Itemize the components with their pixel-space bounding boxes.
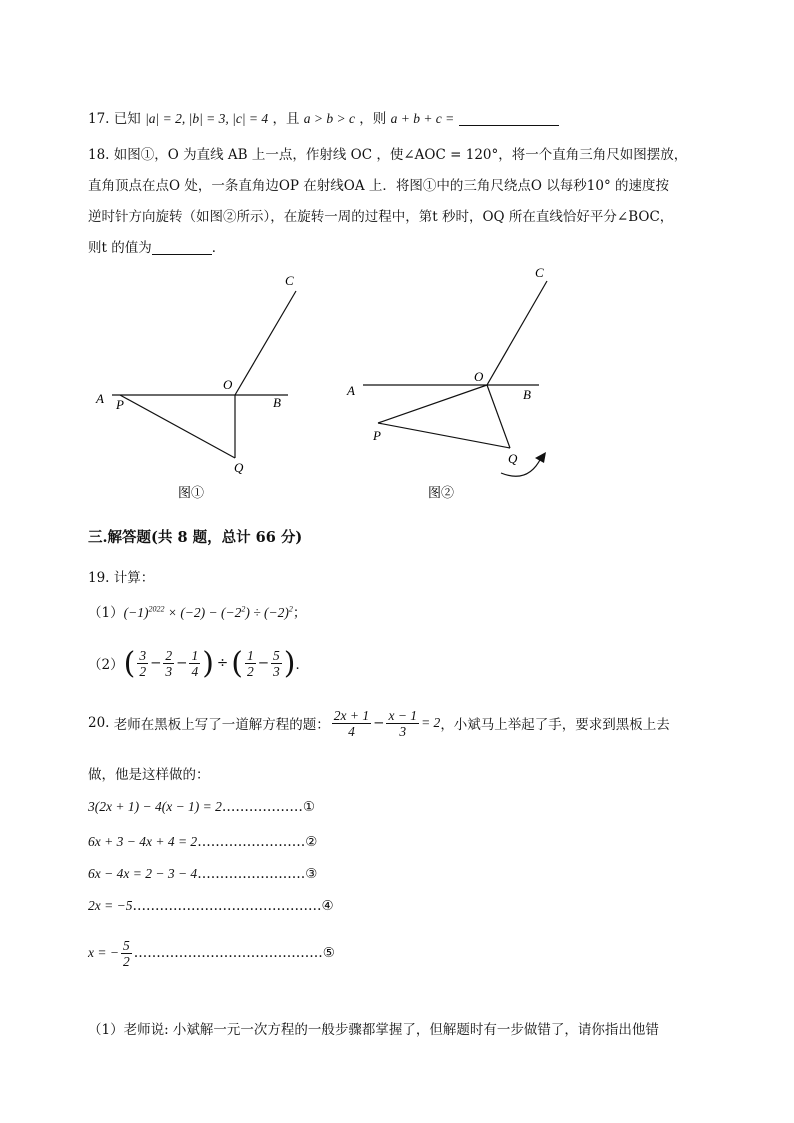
fig2-label-a: A bbox=[347, 383, 355, 398]
q20-line2: 做，他是这样做的： bbox=[88, 767, 210, 783]
q20-step-2: 6x + 3 − 4x + 4 = 2……………………② bbox=[88, 834, 318, 850]
figure-2 bbox=[363, 281, 547, 476]
fig1-label-o: O bbox=[223, 377, 233, 392]
fig2-side-pq bbox=[378, 423, 510, 448]
fig1-label-c: C bbox=[285, 273, 294, 288]
q17-abs-values: |a| = 2, |b| = 3, |c| = 4 bbox=[145, 111, 269, 126]
figure-1 bbox=[112, 291, 296, 458]
fig1-caption: 图① bbox=[178, 486, 205, 501]
q17-text-c: ，则 bbox=[359, 111, 387, 127]
q19-p2-label: （2） bbox=[88, 657, 124, 673]
fig2-label-p: P bbox=[373, 428, 381, 443]
fig1-label-p: P bbox=[116, 397, 124, 412]
fig1-label-b: B bbox=[273, 395, 281, 410]
q19-p1-label: （1） bbox=[88, 605, 124, 621]
fig1-label-a: A bbox=[96, 391, 104, 406]
fig2-label-b: B bbox=[523, 387, 531, 402]
question-18-line4 bbox=[88, 236, 225, 256]
fig2-label-c: C bbox=[535, 265, 544, 280]
q20-frac2: $\frac{x - 1}{3}$ bbox=[388, 707, 418, 739]
question-20: 20. 老师在黑板上写了一道解方程的题： $\frac{2x + 1}{4}$ − $\frac{x - 1}{3}$ = 2 ，小斌马上举起了手，要求到黑板上去 bbox=[88, 707, 670, 739]
q17-expression: a + b + c = bbox=[390, 111, 455, 126]
q18-line4-text: 则t 的值为 bbox=[88, 240, 152, 256]
fig1-ray-oc bbox=[235, 291, 296, 395]
q19-p2-frac5: $\frac{5}{3}$ bbox=[273, 647, 280, 679]
q18-line4-end: ． bbox=[211, 240, 226, 256]
q18-answer-blank[interactable] bbox=[152, 240, 212, 255]
q19-text: 计算： bbox=[113, 570, 155, 586]
q20-step-3: 6x − 4x = 2 − 3 − 4……………………③ bbox=[88, 866, 318, 882]
q19-p1-expr: $(-1)^{2022} \times (-2) - (-2^2) \div (-2)^2$ bbox=[123, 604, 293, 620]
fig2-label-q: Q bbox=[508, 451, 518, 466]
q19-p2-frac2: $\frac{2}{3}$ bbox=[165, 647, 173, 679]
rotation-arrow-icon bbox=[501, 458, 541, 476]
fig1-label-q: Q bbox=[234, 460, 244, 475]
fig2-side-op bbox=[378, 385, 487, 423]
q19-p2-frac4: $\frac{1}{2}$ bbox=[246, 647, 254, 679]
q17-number: 17. bbox=[88, 111, 110, 127]
q17-answer-blank[interactable] bbox=[459, 111, 559, 126]
q18-line1-text: 如图①，O 为直线 AB 上一点，作射线 OC ，使∠AOC = 120°，将一个直角三角尺如图摆放， bbox=[113, 147, 688, 163]
q19-p2-frac3: $\frac{1}{4}$ bbox=[191, 647, 199, 679]
fig1-side-pq bbox=[120, 395, 235, 458]
question-18-line1 bbox=[88, 143, 687, 163]
q20-step-1: 3(2x + 1) − 4(x − 1) = 2………………① bbox=[88, 799, 316, 815]
q20-text-a: 老师在黑板上写了一道解方程的题： bbox=[113, 717, 330, 733]
figures-svg bbox=[80, 262, 580, 512]
q19-number: 19. bbox=[88, 570, 110, 586]
q19-p1-end: ； bbox=[292, 605, 307, 621]
q18-line3: 逆时针方向旋转（如图②所示），在旋转一周的过程中，第t 秒时，OQ 所在直线恰好平分∠BOC， bbox=[88, 209, 674, 225]
fig2-side-oq bbox=[487, 385, 510, 448]
q20-frac1: $\frac{2x + 1}{4}$ bbox=[333, 707, 370, 739]
q19-part2: （2） ( $\frac{3}{2}$ − $\frac{2}{3}$ − $\frac{1}{4}$ ) ÷ ( $\frac{1}{2}$ − $\frac{5}{3}$ ) ． bbox=[88, 645, 309, 681]
q19-part1 bbox=[88, 601, 306, 621]
q18-number: 18. bbox=[88, 147, 110, 163]
q17-text-b: ，且 bbox=[272, 111, 300, 127]
q18-line2: 直角顶点在点O 处，一条直角边OP 在射线OA 上．将图①中的三角尺绕点O 以每秒10° 的速度按 bbox=[88, 178, 669, 194]
q20-step-4: 2x = −5……………………………………④ bbox=[88, 898, 334, 914]
fig2-caption: 图② bbox=[428, 486, 455, 501]
q17-text-a: 已知 bbox=[113, 111, 141, 127]
question-19 bbox=[88, 566, 154, 586]
q20-text-b: ，小斌马上举起了手，要求到黑板上去 bbox=[440, 717, 670, 733]
fig2-ray-oc bbox=[487, 281, 547, 385]
q17-condition: a > b > c bbox=[303, 111, 355, 126]
section-title: 三.解答题(共 8 题，总计 66 分) bbox=[88, 529, 303, 546]
q20-part1: （1）老师说: 小斌解一元一次方程的一般步骤都掌握了，但解题时有一步做错了，请你指出他错 bbox=[88, 1022, 659, 1038]
q20-step5-frac: $\frac{5}{2}$ bbox=[122, 937, 130, 969]
q20-step-5: x = − $\frac{5}{2}$ …………………………………… ⑤ bbox=[88, 937, 335, 969]
fig2-label-o: O bbox=[474, 369, 484, 384]
question-17 bbox=[88, 107, 559, 127]
rotation-arrowhead-icon bbox=[535, 452, 546, 463]
q19-p2-frac1: $\frac{3}{2}$ bbox=[139, 647, 147, 679]
q20-number: 20. bbox=[88, 715, 110, 731]
